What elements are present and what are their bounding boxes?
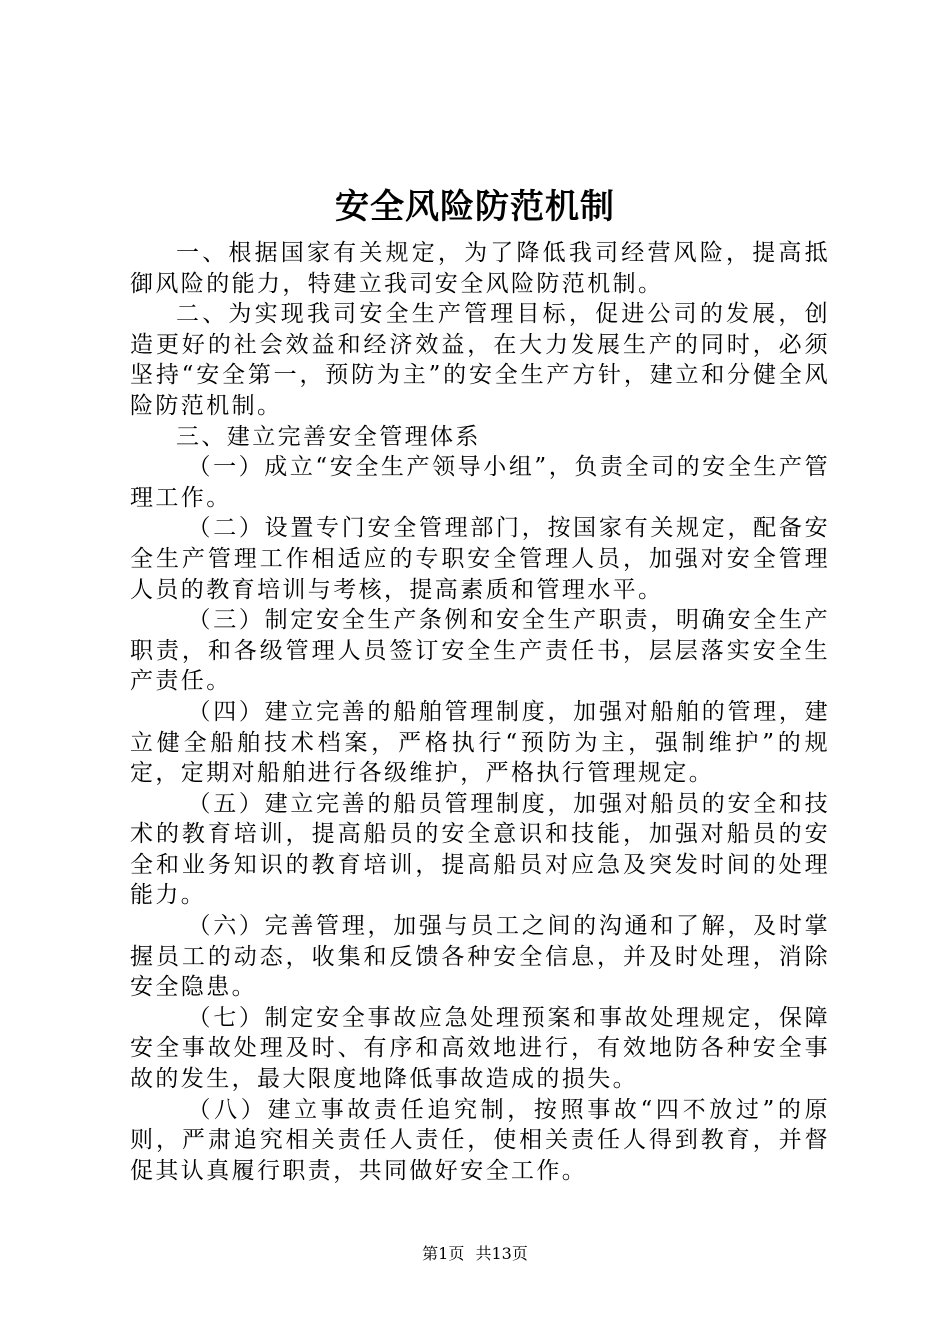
page-footer xyxy=(0,1244,950,1264)
paragraph-1: 一、根据国家有关规定，为了降低我司经营风险，提高抵御风险的能力，特建立我司安全风险防范机制。 xyxy=(130,240,830,297)
paragraph-9: （六）完善管理，加强与员工之间的沟通和了解，及时掌握员工的动态，收集和反馈各种安全信息，并及时处理，消除安全隐患。 xyxy=(130,913,830,1001)
paragraph-10: （七）制定安全事故应急处理预案和事故处理规定，保障安全事故处理及时、有序和高效地进行，有效地防各种安全事故的发生，最大限度地降低事故造成的损失。 xyxy=(130,1004,830,1093)
document-body xyxy=(130,238,830,1186)
paragraph-4: （一）成立“安全生产领导小组”，负责全司的安全生产管理工作。 xyxy=(130,454,830,511)
paragraph-6: （三）制定安全生产条例和安全生产职责，明确安全生产职责，和各级管理人员签订安全生产责任书，层层落实安全生产责任。 xyxy=(130,607,830,695)
paragraph-11: （八）建立事故责任追究制，按照事故“四不放过”的原则，严肃追究相关责任人责任，使相关责任人得到教育，并督促其认真履行职责，共同做好安全工作。 xyxy=(130,1096,830,1184)
page-total: 共13页 xyxy=(475,1244,528,1263)
paragraph-2: 二、为实现我司安全生产管理目标，促进公司的发展，创造更好的社会效益和经济效益，在大力发展生产的同时，必须坚持“安全第一，预防为主”的安全生产方针，建立和分健全风险防范机制。 xyxy=(130,301,830,419)
paragraph-3: 三、建立完善安全管理体系 xyxy=(176,423,481,450)
page-number: 第1页 xyxy=(422,1244,465,1263)
document-title: 安全风险防范机制 xyxy=(335,187,615,227)
paragraph-5: （二）设置专门安全管理部门，按国家有关规定，配备安全生产管理工作相适应的专职安全管理人员，加强对安全管理人员的教育培训与考核，提高素质和管理水平。 xyxy=(130,515,830,603)
paragraph-8: （五）建立完善的船员管理制度，加强对船员的安全和技术的教育培训，提高船员的安全意识和技能，加强对船员的安全和业务知识的教育培训，提高船员对应急及突发时间的处理能力。 xyxy=(130,790,830,909)
paragraph-7: （四）建立完善的船舶管理制度，加强对船舶的管理，建立健全船舶技术档案，严格执行“预防为主，强制维护”的规定，定期对船舶进行各级维护，严格执行管理规定。 xyxy=(130,698,830,787)
